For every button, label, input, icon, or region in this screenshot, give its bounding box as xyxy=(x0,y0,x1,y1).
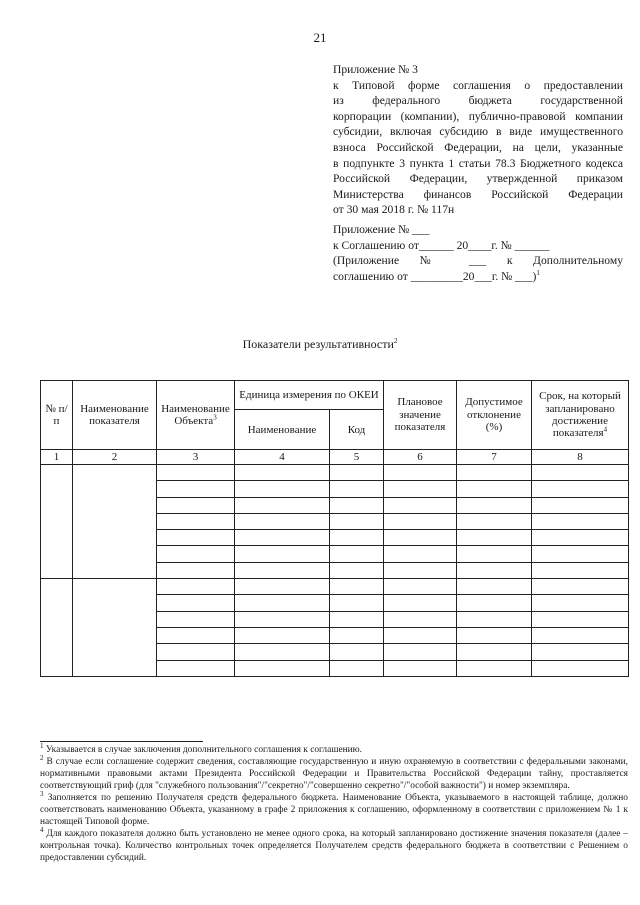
table-cell xyxy=(532,497,629,513)
table-cell xyxy=(532,513,629,529)
table-cell xyxy=(457,530,532,546)
table-cell xyxy=(457,481,532,497)
col-header-unit-name: Наименование xyxy=(235,410,330,450)
footnote xyxy=(40,741,628,756)
table-cell xyxy=(384,660,457,676)
table-cell xyxy=(457,660,532,676)
table-cell xyxy=(235,660,330,676)
table-cell xyxy=(532,546,629,562)
table-cell xyxy=(157,465,235,481)
table-cell xyxy=(157,497,235,513)
col-header-deadline xyxy=(532,381,629,450)
column-number: 4 xyxy=(235,450,330,465)
appendix-line: субсидии, включая субсидию в виде имущественного xyxy=(333,125,623,139)
table-cell xyxy=(532,481,629,497)
document-title xyxy=(0,337,640,352)
column-number: 7 xyxy=(457,450,532,465)
appendix-line: Российской Федерации, утвержденной приказом xyxy=(333,172,623,186)
table-cell xyxy=(157,481,235,497)
footnote xyxy=(40,825,628,864)
table-cell xyxy=(41,579,73,677)
table-cell xyxy=(235,513,330,529)
table-cell xyxy=(457,513,532,529)
col-header-unit-code: Код xyxy=(330,410,384,450)
table-cell xyxy=(235,530,330,546)
table-cell xyxy=(330,481,384,497)
agreement-appendix-line xyxy=(333,269,623,285)
footnote-divider xyxy=(40,741,203,742)
appendix-line: из федерального бюджета государственной xyxy=(333,94,623,108)
appendix-line: к Типовой форме соглашения о предоставлении xyxy=(333,78,623,92)
table-cell xyxy=(330,579,384,595)
column-number-row xyxy=(41,450,629,465)
table-cell xyxy=(330,513,384,529)
table-cell xyxy=(330,497,384,513)
footnote-mark: 3 xyxy=(40,789,44,798)
table-cell xyxy=(41,465,73,579)
table-cell xyxy=(235,579,330,595)
col-header-object-name-text: Наименование Объекта xyxy=(161,402,230,427)
agreement-appendix-line: к Соглашению от______ 20____г. № ______ xyxy=(333,238,550,252)
table-cell xyxy=(157,562,235,578)
table-cell xyxy=(384,465,457,481)
table-cell xyxy=(330,465,384,481)
column-number: 1 xyxy=(41,450,73,465)
table-cell xyxy=(157,644,235,660)
appendix-header xyxy=(333,62,623,218)
table-cell xyxy=(457,595,532,611)
col-header-allowed-deviation: Допустимое отклонение (%) xyxy=(457,381,532,450)
footnote-ref: 3 xyxy=(213,413,217,422)
table-cell xyxy=(457,465,532,481)
table-cell xyxy=(457,644,532,660)
table-cell xyxy=(235,546,330,562)
footnote-mark: 4 xyxy=(40,825,44,834)
table-cell xyxy=(157,513,235,529)
table-cell xyxy=(73,465,157,579)
table-cell xyxy=(384,579,457,595)
column-number: 6 xyxy=(384,450,457,465)
appendix-line: корпорации (компании), публично-правовой компании xyxy=(333,109,623,123)
appendix-line: Приложение № 3 xyxy=(333,63,418,76)
table-cell xyxy=(384,611,457,627)
table-cell xyxy=(235,562,330,578)
table-cell xyxy=(532,562,629,578)
table-cell xyxy=(235,595,330,611)
table-cell xyxy=(532,530,629,546)
table-cell xyxy=(384,513,457,529)
table-cell xyxy=(330,644,384,660)
table-cell xyxy=(457,579,532,595)
table-cell xyxy=(532,579,629,595)
table-cell xyxy=(532,644,629,660)
table-cell xyxy=(457,627,532,643)
table-cell xyxy=(157,546,235,562)
table-cell xyxy=(330,595,384,611)
table-cell xyxy=(235,465,330,481)
table-cell xyxy=(384,644,457,660)
appendix-line: от 30 мая 2018 г. № 117н xyxy=(333,203,455,217)
footnote-ref: 1 xyxy=(536,268,540,277)
column-number: 2 xyxy=(73,450,157,465)
footnote-ref: 4 xyxy=(603,425,608,434)
table-cell xyxy=(157,595,235,611)
footnote-text: Указывается в случае заключения дополнительного соглашения к соглашению. xyxy=(45,745,363,755)
table-cell xyxy=(235,481,330,497)
table-cell xyxy=(532,595,629,611)
table-cell xyxy=(235,611,330,627)
appendix-line: взноса Российской Федерации, на цели, указанные xyxy=(333,140,623,154)
agreement-appendix xyxy=(333,222,623,284)
footnote-text: В случае если соглашение содержит сведения, составляющие государственную и иную охраняемую в соответствии с федеральными законами, нормативными правовыми актами Президента Российской Федерации и Правительства Российской Федерации тайну, проставляется соответствующий гриф (для "служебного пользования"/"секретно"/"совершенно секретно"/"особой важности") и номер экземпляра. xyxy=(40,757,628,791)
column-number: 8 xyxy=(532,450,629,465)
col-header-object-name xyxy=(157,381,235,450)
table-cell xyxy=(330,611,384,627)
col-header-planned-value: Плановое значение показателя xyxy=(384,381,457,450)
agreement-appendix-line: Приложение № ___ xyxy=(333,223,430,236)
table-cell xyxy=(457,546,532,562)
table-cell xyxy=(384,546,457,562)
agreement-appendix-line: (Приложение № ___ к Дополнительному xyxy=(333,254,623,268)
table-cell xyxy=(532,627,629,643)
col-header-deadline-text: Срок, на который запланировано достижение показателя xyxy=(539,390,621,440)
footnote-ref: 2 xyxy=(393,337,398,345)
table-cell xyxy=(330,660,384,676)
col-header-num: № п/п xyxy=(41,381,73,450)
footnotes xyxy=(40,741,628,864)
table-cell xyxy=(235,644,330,660)
table-cell xyxy=(330,627,384,643)
table-cell xyxy=(532,611,629,627)
table-cell xyxy=(384,595,457,611)
column-number: 5 xyxy=(330,450,384,465)
agreement-appendix-line-text: соглашению от _________20___г. № ___) xyxy=(333,269,537,283)
footnote-text: Заполняется по решению Получателя средств федерального бюджета. Наименование Объекта, указываемого в настоящей таблице, должно соответствовать наименованию Объекта, указанному в графе 2 приложения к соглашению, оформленному в соответствии с приложением № 1 к настоящей Типовой форме. xyxy=(40,793,628,827)
table-cell xyxy=(384,562,457,578)
table-cell xyxy=(330,562,384,578)
table-cell xyxy=(235,627,330,643)
table-cell xyxy=(157,660,235,676)
table-cell xyxy=(384,481,457,497)
table-cell xyxy=(457,611,532,627)
table-cell xyxy=(532,660,629,676)
footnote-mark: 1 xyxy=(40,741,44,750)
col-header-indicator-name: Наименование показателя xyxy=(73,381,157,450)
table-cell xyxy=(157,611,235,627)
footnote xyxy=(40,789,628,828)
footnote xyxy=(40,753,628,792)
table-cell xyxy=(384,627,457,643)
indicators-table xyxy=(40,380,629,677)
table-header-row xyxy=(41,381,629,410)
footnote-mark: 2 xyxy=(40,753,44,762)
table-cell xyxy=(384,497,457,513)
appendix-line: Министерства финансов Российской Федерации xyxy=(333,187,623,201)
table-cell xyxy=(330,546,384,562)
table-row xyxy=(41,465,629,481)
column-number: 3 xyxy=(157,450,235,465)
col-header-unit: Единица измерения по ОКЕИ xyxy=(235,381,384,410)
table-cell xyxy=(73,579,157,677)
table-cell xyxy=(157,627,235,643)
table-cell xyxy=(235,497,330,513)
table-cell xyxy=(457,497,532,513)
appendix-line: в подпункте 3 пункта 1 статьи 78.3 Бюджетного кодекса xyxy=(333,156,623,170)
document-title-text: Показатели результативности xyxy=(242,337,394,351)
table-cell xyxy=(157,530,235,546)
table-cell xyxy=(532,465,629,481)
table-cell xyxy=(457,562,532,578)
footnote-text: Для каждого показателя должно быть установлено не менее одного срока, на который запланировано достижение значения показателя (далее – контрольная точка). Количество контрольных точек определяется Получателем средств федерального бюджета в соответствии с Решением о предоставлении субсидий. xyxy=(40,829,628,863)
page-number: 21 xyxy=(313,30,327,45)
table-cell xyxy=(384,530,457,546)
table-cell xyxy=(157,579,235,595)
table-cell xyxy=(330,530,384,546)
table-row xyxy=(41,579,629,595)
